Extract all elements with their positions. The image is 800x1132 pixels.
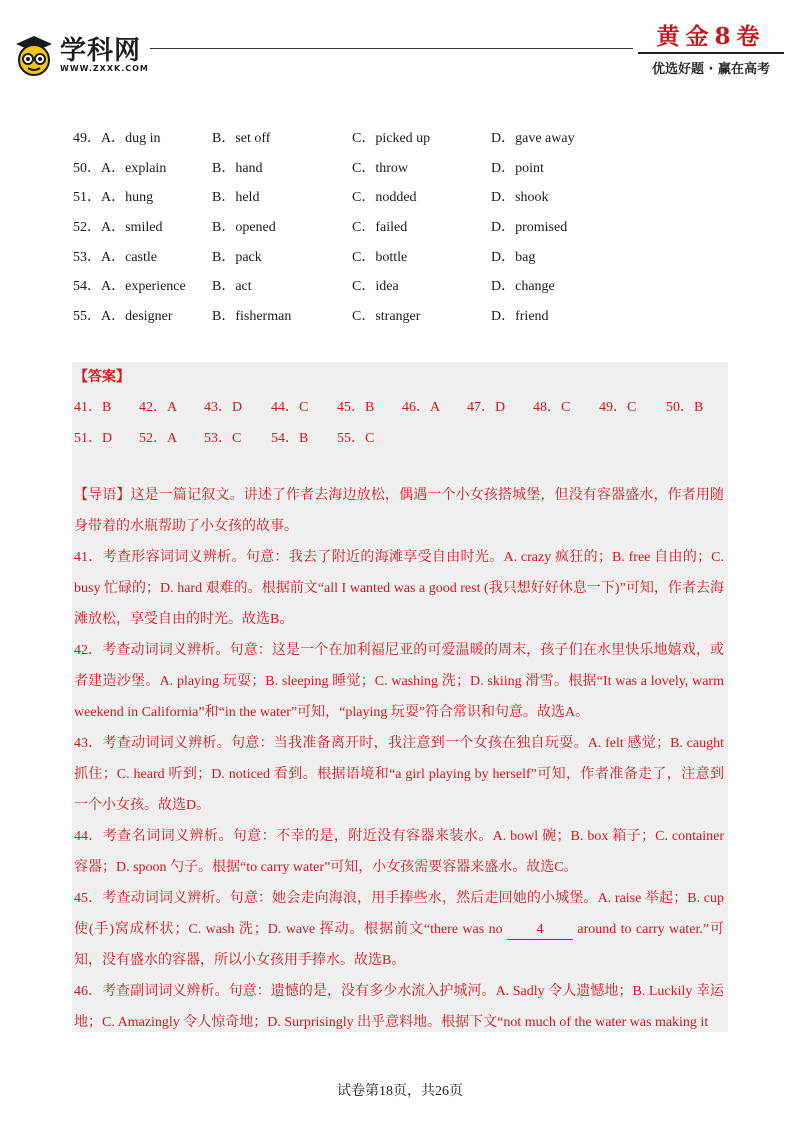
answer-key: 42．A [139, 400, 178, 415]
option-c: C．stranger [352, 309, 421, 325]
page-footer: 试卷第18页，共26页 [337, 1084, 463, 1099]
answer-key: 46．A [402, 400, 441, 415]
option-row-50 [73, 158, 713, 188]
option-a-text: A．smiled [101, 220, 163, 236]
answer-key: 45．B [337, 400, 375, 415]
answer-key: 54．B [271, 431, 309, 446]
option-a-text: A．explain [101, 160, 167, 176]
header-divider [150, 48, 633, 49]
option-a [73, 217, 162, 239]
answer-key-row-2 [74, 427, 714, 449]
answer-key: 41．B [74, 400, 112, 415]
option-d: D．change [491, 279, 555, 295]
explanation-44: 44．考查名词词义辨析。句意：不幸的是，附近没有容器来装水。A. bowl 碗；B. box 箱子；C. container 容器；D. spoon 勺子。根据“to carry water”可知，小女孩需要容器来盛水。故选C。 [74, 829, 724, 875]
option-row-49 [73, 128, 713, 158]
answer-key: 51．D [74, 431, 113, 446]
question-number: 54． [73, 279, 101, 295]
logo-url: WWW.ZXXK.COM [60, 64, 149, 73]
option-a-text: A．dug in [101, 131, 161, 146]
option-d: D．shook [491, 190, 549, 206]
answer-section [72, 362, 728, 1032]
option-d: D．promised [491, 220, 568, 236]
explanation-45-start: 45．考查动词词义辨析。句意：她会走向海浪，用手捧些水，然后走回她的小城堡。A. raise 举起；B. cup 使(手)窝成杯状；C. wash 洗；D. wave 挥动。根据前文“there was no [74, 891, 724, 937]
option-b: B．hand [212, 160, 263, 176]
answer-key: 48．C [533, 400, 571, 415]
option-row-53 [73, 247, 713, 277]
brand-rule [638, 52, 784, 54]
explanation-46: 46．考查副词词义辨析。句意：遗憾的是，没有多少水流入护城河。A. Sadly 令人遗憾地；B. Luckily 幸运地；C. Amazingly 令人惊奇地；D. Surprisingly 出乎意料地。根据下文“not much of the water was making it [74, 984, 724, 1030]
answer-key: 53．C [204, 431, 242, 446]
answer-key: 44．C [271, 400, 309, 415]
option-a [73, 247, 157, 269]
answer-key: 43．D [204, 400, 243, 415]
logo-text: 学科网 [60, 36, 142, 66]
explanation-45 [74, 883, 724, 976]
brand-badge [636, 18, 786, 80]
explanation-43: 43．考查动词词义辨析。句意：当我准备离开时，我注意到一个女孩在独自玩耍。A. felt 感觉；B. caught 抓住；C. heard 听到；D. noticed 看到。根据语境和“a girl playing by herself”可知，作者准备走了，注意到一个小女孩。故选D。 [74, 736, 724, 813]
answer-key: 55．C [337, 431, 375, 446]
option-a [73, 128, 161, 150]
explanation-42: 42．考查动词词义辨析。句意：这是一个在加利福尼亚的可爱温暖的周末，孩子们在水里快乐地嬉戏，或者建造沙堡。A. playing 玩耍；B. sleeping 睡觉；C. washing 洗；D. skiing 滑雪。根据“It was a lovely, warm weekend in California”和“in the water”可知，“playing 玩耍”符合常识和句意。故选A。 [74, 643, 724, 720]
answer-key-row-1 [74, 396, 714, 418]
option-b: B．held [212, 190, 260, 206]
option-b: B．pack [212, 249, 262, 265]
option-a-text: A．designer [101, 309, 173, 325]
option-row-55 [73, 306, 713, 336]
answer-key: 52．A [139, 431, 178, 446]
mascot-icon [14, 34, 54, 78]
option-d: D．point [491, 160, 544, 176]
option-a [73, 306, 173, 328]
question-number: 55． [73, 309, 101, 325]
blank-number: 4 [507, 921, 573, 940]
option-b: B．set off [212, 131, 271, 146]
option-d: D．gave away [491, 131, 575, 146]
answer-key: 50．B [666, 400, 704, 415]
option-c: C．idea [352, 279, 399, 295]
question-number: 53． [73, 249, 101, 265]
option-a [73, 187, 153, 209]
option-a-text: A．hung [101, 190, 154, 206]
option-d: D．friend [491, 309, 549, 325]
option-a-text: A．castle [101, 249, 157, 265]
brand-subtitle: 优选好题 · 赢在高考 [652, 62, 770, 77]
option-c: C．failed [352, 220, 408, 236]
brand-title: 黄金8卷 [656, 23, 766, 50]
site-logo [8, 26, 168, 82]
intro-paragraph: 【导语】这是一篇记叙文。讲述了作者去海边放松，偶遇一个小女孩搭城堡，但没有容器盛水，作者用随身带着的水瓶帮助了小女孩的故事。 [74, 488, 724, 534]
option-a [73, 276, 186, 298]
option-a-text: A．experience [101, 279, 186, 295]
question-options [73, 128, 713, 336]
option-c: C．bottle [352, 249, 408, 265]
answer-key: 47．D [467, 400, 506, 415]
option-row-51 [73, 187, 713, 217]
explanation-body [74, 480, 724, 1032]
question-number: 51． [73, 190, 101, 206]
option-b: B．opened [212, 220, 276, 236]
option-b: B．act [212, 279, 252, 295]
option-d: D．bag [491, 249, 536, 265]
answer-key: 49．C [599, 400, 637, 415]
question-number: 52． [73, 220, 101, 236]
option-row-52 [73, 217, 713, 247]
option-b: B．fisherman [212, 309, 292, 325]
option-a [73, 158, 166, 180]
option-row-54 [73, 276, 713, 306]
answer-heading: 【答案】 [74, 370, 130, 385]
option-c: C．throw [352, 160, 408, 176]
question-number: 50． [73, 160, 101, 176]
option-c: C．nodded [352, 190, 417, 206]
question-number: 49． [73, 131, 101, 146]
explanation-45-end: around to carry water.”可知，没有盛水的容器，所以小女孩用手捧水。故选B。 [74, 922, 724, 968]
explanation-41: 41．考查形容词词义辨析。句意：我去了附近的海滩享受自由时光。A. crazy 疯狂的；B. free 自由的；C. busy 忙碌的；D. hard 艰难的。根据前文“all I wanted was a good rest (我只想好好休息一下)”可知，作者去海滩放松，享受自由的时光。故选B。 [74, 550, 724, 627]
option-c: C．picked up [352, 131, 431, 146]
